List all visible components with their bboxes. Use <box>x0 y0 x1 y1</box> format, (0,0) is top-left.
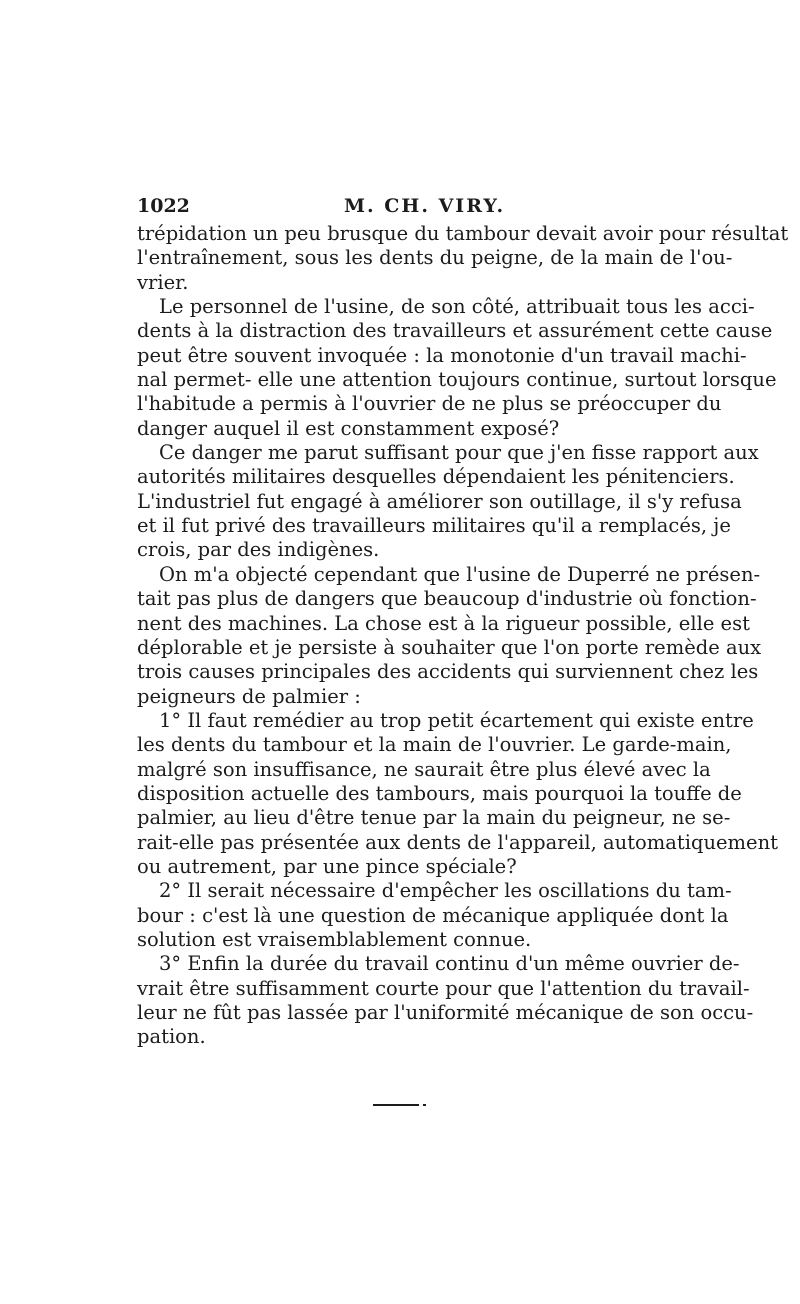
text-line: peut être souvent invoquée : la monotonie d'un travail machi- <box>137 343 747 367</box>
text-line: vrait être suffisamment courte pour que l'attention du travail- <box>137 976 750 1000</box>
running-head <box>137 193 667 219</box>
text-line: danger auquel il est constamment exposé? <box>137 416 560 440</box>
text-line: l'habitude a permis à l'ouvrier de ne plus se préoccuper du <box>137 392 722 416</box>
paragraph-first-line: Ce danger me parut suffisant pour que j'en fisse rapport aux <box>159 441 759 465</box>
end-ornament-dot <box>423 1104 426 1106</box>
page-number: 1022 <box>137 195 190 217</box>
text-line: les dents du tambour et la main de l'ouvrier. Le garde-main, <box>137 733 732 757</box>
paragraph-first-line: 2° Il serait nécessaire d'empêcher les oscillations du tam- <box>159 879 732 903</box>
text-line: déplorable et je persiste à souhaiter que l'on porte remède aux <box>137 635 762 659</box>
end-ornament-rule <box>373 1104 419 1106</box>
text-line: dents à la distraction des travailleurs et assurément cette cause <box>137 319 773 343</box>
paragraph-first-line: On m'a objecté cependant que l'usine de Duperré ne présen- <box>159 562 761 586</box>
text-line: palmier, au lieu d'être tenue par la main du peigneur, ne se- <box>137 806 731 830</box>
text-line: crois, par des indigènes. <box>137 538 380 562</box>
paragraph-first-line: 3° Enfin la durée du travail continu d'un même ouvrier de- <box>159 952 740 976</box>
author-header: M. CH. VIRY. <box>344 195 506 217</box>
text-line: L'industriel fut engagé à améliorer son outillage, il s'y refusa <box>137 489 742 513</box>
paragraph-first-line: 1° Il faut remédier au trop petit écartement qui existe entre <box>159 708 754 732</box>
text-line: rait-elle pas présentée aux dents de l'appareil, automatiquement <box>137 830 778 854</box>
text-line: nent des machines. La chose est à la rigueur possible, elle est <box>137 611 750 635</box>
text-line: malgré son insuffisance, ne saurait être plus élevé avec la <box>137 757 711 781</box>
text-line: tait pas plus de dangers que beaucoup d'industrie où fonction- <box>137 587 757 611</box>
text-line: pation. <box>137 1025 206 1049</box>
text-line: disposition actuelle des tambours, mais pourquoi la touffe de <box>137 781 742 805</box>
text-line: vrier. <box>137 270 189 294</box>
text-line: l'entraînement, sous les dents du peigne, de la main de l'ou- <box>137 246 733 270</box>
text-line: bour : c'est là une question de mécanique appliquée dont la <box>137 903 729 927</box>
text-line: autorités militaires desquelles dépendaient les pénitenciers. <box>137 465 735 489</box>
body-text <box>137 222 789 1050</box>
paragraph-first-line: Le personnel de l'usine, de son côté, attribuait tous les acci- <box>159 295 755 319</box>
text-line: nal permet- elle une attention toujours continue, surtout lorsque <box>137 368 777 392</box>
text-line: trois causes principales des accidents qui surviennent chez les <box>137 660 759 684</box>
text-line: leur ne fût pas lassée par l'uniformité mécanique de son occu- <box>137 1001 754 1024</box>
text-line: ou autrement, par une pince spéciale? <box>137 854 517 878</box>
text-line: trépidation un peu brusque du tambour devait avoir pour résultat <box>137 222 789 245</box>
text-line: peigneurs de palmier : <box>137 684 361 708</box>
text-line: solution est vraisemblablement connue. <box>137 927 532 951</box>
text-line: et il fut privé des travailleurs militaires qu'il a remplacés, je <box>137 514 731 538</box>
